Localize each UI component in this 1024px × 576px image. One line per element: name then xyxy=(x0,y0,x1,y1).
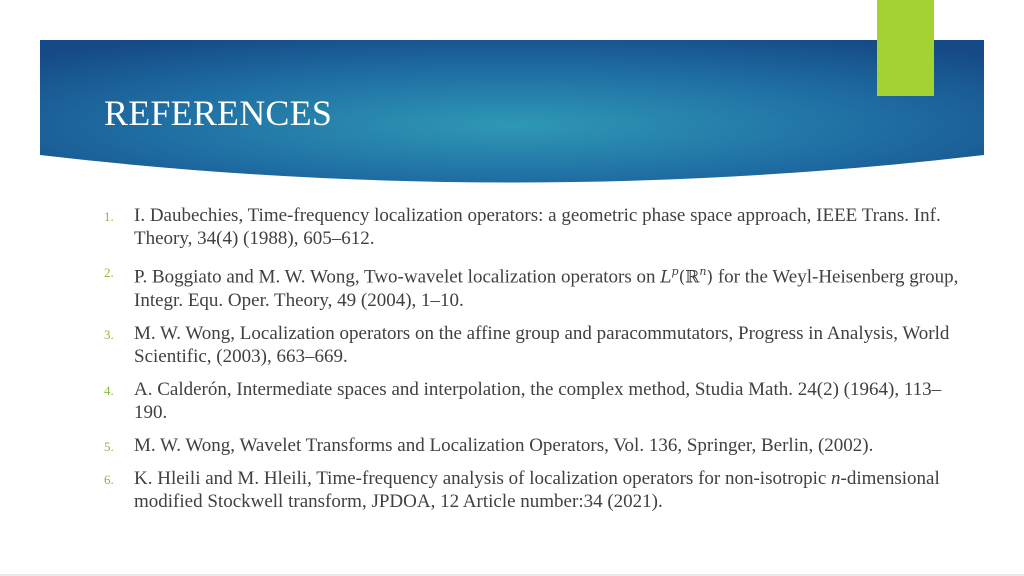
reference-text: P. Boggiato and M. W. Wong, Two-wavelet localization operators on $L^p(ℝ^n)$ for the Weyl-Heisenberg group, Integr. Equ. Oper. Theory, 49 (2004), 1–10. xyxy=(134,265,959,312)
reference-number: 4. xyxy=(104,383,114,399)
reference-text: A. Calderón, Intermediate spaces and interpolation, the complex method, Studia Math. 24(2) (1964), 113–190. xyxy=(134,379,942,424)
reference-number: 5. xyxy=(104,439,114,455)
reference-text: M. W. Wong, Localization operators on the affine group and paracommutators, Progress in Analysis, World Scientific, (2003), 663–669. xyxy=(134,323,950,368)
reference-number: 2. xyxy=(104,265,114,280)
reference-number: 6. xyxy=(104,472,114,488)
reference-item xyxy=(104,260,964,312)
reference-text: M. W. Wong, Wavelet Transforms and Localization Operators, Vol. 136, Springer, Berlin, (2002). xyxy=(134,435,874,457)
reference-item xyxy=(104,204,964,250)
references-list xyxy=(104,204,964,523)
reference-item xyxy=(104,434,964,457)
accent-rectangle xyxy=(877,0,934,96)
slide-title: REFERENCES xyxy=(104,93,333,133)
reference-item xyxy=(104,378,964,424)
reference-text: K. Hleili and M. Hleili, Time-frequency analysis of localization operators for non-isotropic n-dimensional modified Stockwell transform, JPDOA, 12 Article number:34 (2021). xyxy=(134,468,940,513)
reference-text: I. Daubechies, Time-frequency localization operators: a geometric phase space approach, IEEE Trans. Inf. Theory, 34(4) (1988), 605–612. xyxy=(134,205,941,249)
reference-number: 1. xyxy=(104,209,114,224)
reference-item xyxy=(104,467,964,513)
reference-number: 3. xyxy=(104,327,114,343)
reference-item xyxy=(104,322,964,368)
